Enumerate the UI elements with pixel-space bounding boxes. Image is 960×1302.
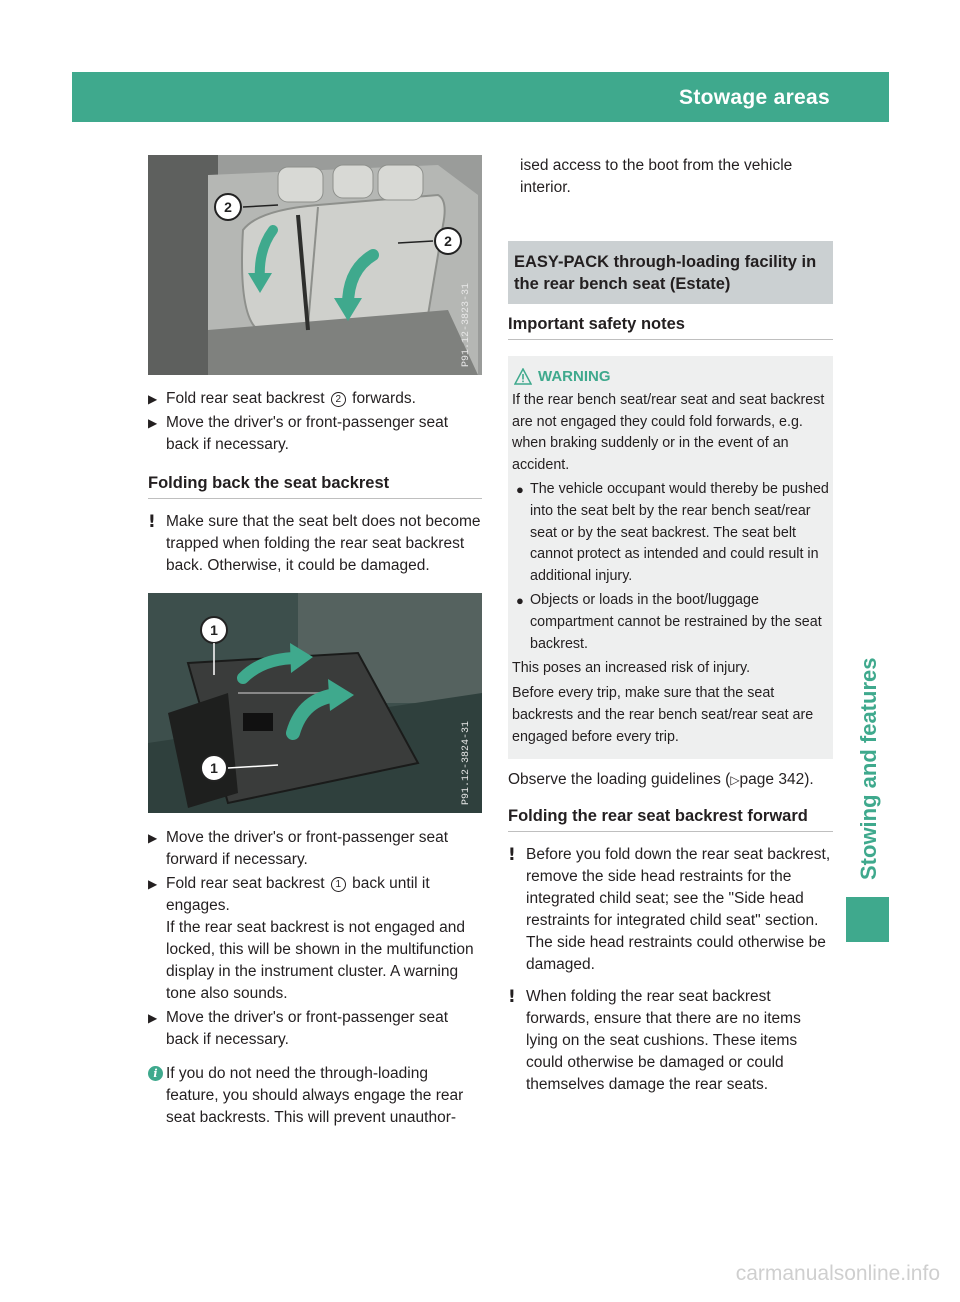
figure1-callout-a: 2 bbox=[224, 199, 232, 215]
warning-heading: WARNING bbox=[512, 366, 829, 388]
step-fold-backrest: ▶ Fold rear seat backrest 2 forwards. bbox=[148, 388, 482, 410]
chapter-side-tab bbox=[848, 340, 888, 880]
bullet-icon: ● bbox=[516, 481, 524, 497]
right-column bbox=[508, 155, 833, 1096]
loading-guidelines-ref: Observe the loading guidelines (▷page 342). bbox=[508, 770, 814, 788]
continuation-text: ised access to the boot from the vehicle interior. bbox=[520, 157, 793, 196]
warning-triangle-icon bbox=[514, 368, 532, 385]
step-arrow-icon: ▶ bbox=[148, 416, 158, 430]
warning-bullet: ● Objects or loads in the boot/luggage compartment cannot be restrained by the seat backrest. bbox=[516, 591, 822, 652]
rear-seat-illustration-1 bbox=[148, 155, 482, 375]
warning-advice: Before every trip, make sure that the seat backrests and the rear bench seat/rear seat are engaged before every trip. bbox=[512, 685, 814, 745]
warning-bullet: ● The vehicle occupant would thereby be pushed into the seat belt by the rear bench seat/rear seat or by the seat backrest. The seat belt cannot protect as intended and could result in additional injury. bbox=[516, 480, 829, 585]
rear-seat-illustration-2 bbox=[148, 593, 482, 813]
note-seat-belt: ! Make sure that the seat belt does not become trapped when folding the rear seat backrest back. Otherwise, it could be damaged. bbox=[148, 512, 481, 574]
step-move-seat-back: ▶ Move the driver's or front-passenger seat back if necessary. bbox=[148, 414, 449, 453]
page-section-title: Stowage areas bbox=[679, 86, 830, 109]
page-ref-icon: ▷ bbox=[730, 772, 740, 787]
step-move-seat-back-2: ▶ Move the driver's or front-passenger seat back if necessary. bbox=[148, 1009, 449, 1048]
step-arrow-icon: ▶ bbox=[148, 1011, 158, 1025]
warning-box bbox=[508, 356, 833, 759]
caution-icon: ! bbox=[508, 844, 516, 865]
chapter-marker-block bbox=[846, 897, 889, 942]
figure1-callout-b: 2 bbox=[444, 233, 452, 249]
step-fold-back-engage: ▶ Fold rear seat backrest 1 back until it engages. If the rear seat backrest is not engaged and locked, this will be shown in the multifunction display in the instrument cluster. A warning tone also sounds. bbox=[148, 873, 482, 1005]
heading-safety-notes: Important safety notes bbox=[508, 313, 833, 340]
page-number: 349 bbox=[915, 86, 951, 109]
heading-fold-forward: Folding the rear seat backrest forward bbox=[508, 805, 833, 832]
info-note: i If you do not need the through-loading feature, you should always engage the rear seat backrests. This will prevent unauthor- bbox=[148, 1063, 482, 1129]
section-title-easy-pack: EASY-PACK through-loading facility in the rear bench seat (Estate) bbox=[508, 241, 833, 304]
header-bar bbox=[72, 72, 951, 122]
figure-rear-seat-fold-back bbox=[148, 593, 482, 813]
chapter-side-tab-label: Stowing and features bbox=[856, 657, 881, 880]
info-icon: i bbox=[148, 1066, 163, 1081]
figure2-code: P91.12-3824-31 bbox=[461, 720, 472, 805]
step-arrow-icon: ▶ bbox=[148, 392, 158, 406]
callout-number: 1 bbox=[331, 877, 346, 892]
caution-icon: ! bbox=[508, 986, 516, 1007]
warning-intro: If the rear bench seat/rear seat and seat backrest are not engaged they could fold forwards, e.g. when braking suddenly or in the event of an accident. bbox=[512, 391, 825, 474]
figure-rear-seat-fold-forward bbox=[148, 155, 482, 375]
bullet-icon: ● bbox=[516, 592, 524, 608]
page-ref-link[interactable]: page 342 bbox=[739, 770, 805, 788]
heading-folding-back: Folding back the seat backrest bbox=[148, 472, 482, 499]
note-head-restraints: ! Before you fold down the rear seat backrest, remove the side head restraints for the integrated child seat; see the "Side head restraints for integrated child seat" section. The side head restraints could otherwise be damaged. bbox=[508, 844, 831, 973]
figure2-callout-b: 1 bbox=[210, 760, 218, 776]
figure1-code: P91.12-3823-31 bbox=[461, 282, 472, 367]
warning-risk: This poses an increased risk of injury. bbox=[512, 660, 751, 677]
left-column bbox=[148, 155, 482, 1129]
step-arrow-icon: ▶ bbox=[148, 831, 158, 845]
step-detail: If the rear seat backrest is not engaged and locked, this will be shown in the multifunction display in the instrument cluster. A warning tone also sounds. bbox=[166, 919, 474, 1002]
step-move-seat-forward: ▶ Move the driver's or front-passenger seat forward if necessary. bbox=[148, 829, 449, 868]
step-arrow-icon: ▶ bbox=[148, 877, 158, 891]
figure2-callout-a: 1 bbox=[210, 622, 218, 638]
caution-icon: ! bbox=[148, 512, 156, 532]
callout-number: 2 bbox=[331, 392, 346, 407]
watermark-text: carmanualsonline.info bbox=[735, 1262, 940, 1285]
note-items-on-cushions: ! When folding the rear seat backrest forwards, ensure that there are no items lying on the seat cushions. These items could otherwise be damaged or could themselves damage the rear seats. bbox=[508, 986, 801, 1093]
